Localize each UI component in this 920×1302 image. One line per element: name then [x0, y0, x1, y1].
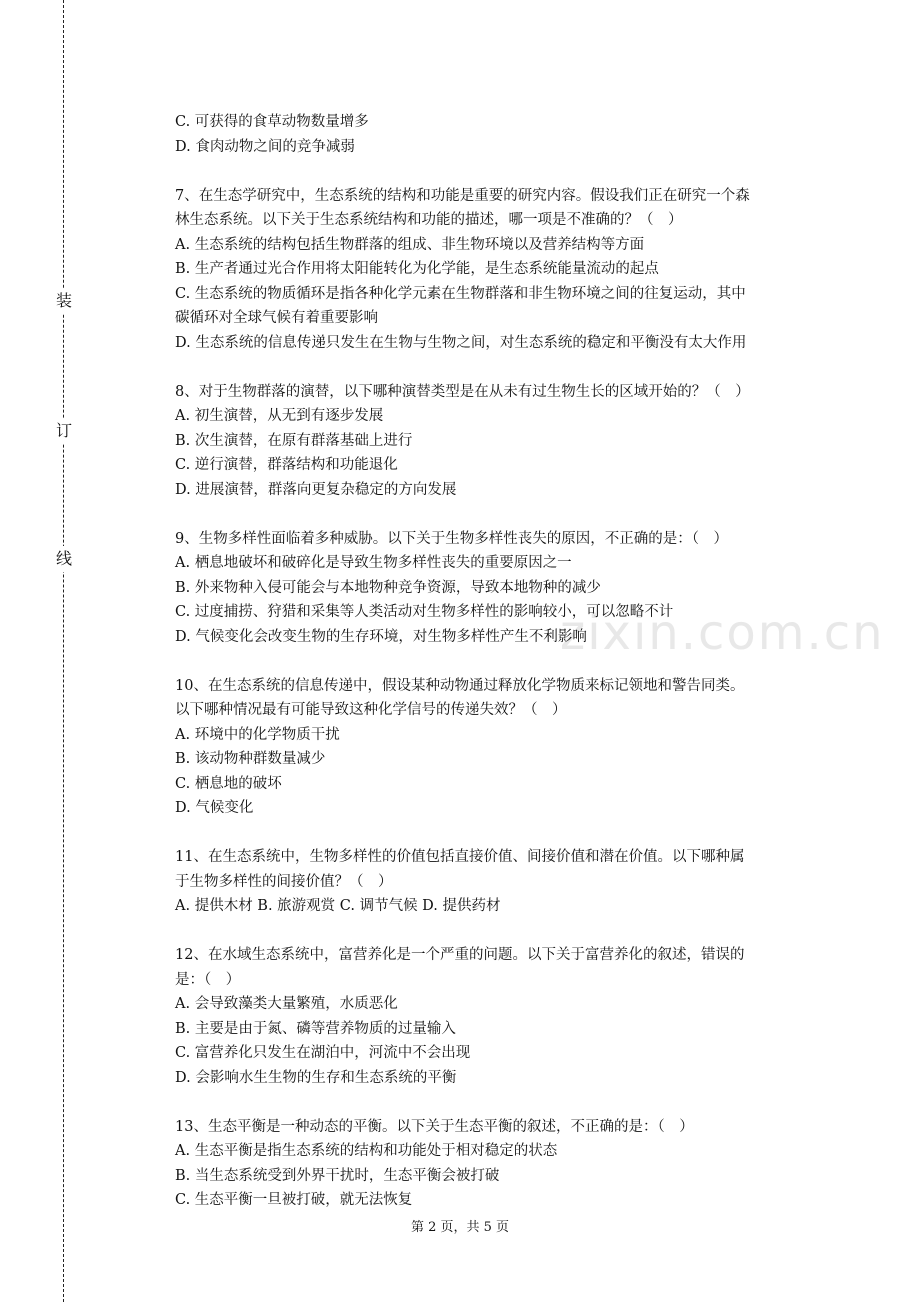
option-line: D. 进展演替，群落向更复杂稳定的方向发展: [175, 481, 457, 498]
option-line: A. 初生演替，从无到有逐步发展: [175, 408, 384, 424]
question-8: [175, 380, 820, 503]
question-stem: 是：（ ）: [175, 971, 241, 988]
option-line: A. 提供木材 B. 旅游观赏 C. 调节气候 D. 提供药材: [175, 898, 501, 914]
option-line: C. 生态系统的物质循环是指各种化学元素在生物群落和非生物环境之间的往复运动，其中: [175, 285, 746, 302]
binding-char-ding: 订: [52, 418, 76, 444]
watermark: zixin.com.cn: [560, 605, 885, 661]
question-7: [175, 184, 820, 356]
carryover-options: [175, 110, 820, 159]
question-stem: 于生物多样性的间接价值？（ ）: [175, 873, 393, 890]
question-stem: 10、在生态系统的信息传递中，假设某种动物通过释放化学物质来标记领地和警告同类。: [175, 677, 745, 694]
option-line: D. 会影响水生生物的生存和生态系统的平衡: [175, 1069, 457, 1086]
binding-dashed-line: [63, 0, 64, 1302]
option-line: D. 生态系统的信息传递只发生在生物与生物之间，对生态系统的稳定和平衡没有太大作用: [175, 334, 747, 351]
option-line: A. 会导致藻类大量繁殖，水质恶化: [175, 996, 398, 1012]
question-stem: 13、生态平衡是一种动态的平衡。以下关于生态平衡的叙述，不正确的是：（ ）: [175, 1118, 694, 1135]
option-line: D. 气候变化会改变生物的生存环境，对生物多样性产生不利影响: [175, 628, 587, 645]
option-line: C. 可获得的食草动物数量增多: [175, 114, 369, 130]
question-stem: 9、生物多样性面临着多种威胁。以下关于生物多样性丧失的原因，不正确的是：（ ）: [175, 530, 728, 547]
question-11: [175, 845, 820, 919]
question-10: [175, 674, 820, 821]
question-12: [175, 943, 820, 1090]
option-line: B. 主要是由于氮、磷等营养物质的过量输入: [175, 1020, 456, 1037]
option-line: C. 栖息地的破坏: [175, 775, 282, 792]
option-line: D. 气候变化: [175, 800, 254, 816]
option-line: B. 外来物种入侵可能会与本地物种竞争资源，导致本地物种的减少: [175, 579, 601, 596]
option-line: C. 过度捕捞、狩猎和采集等人类活动对生物多样性的影响较小，可以忽略不计: [175, 604, 674, 620]
question-stem: 11、在生态系统中，生物多样性的价值包括直接价值、间接价值和潜在价值。以下哪种属: [175, 849, 745, 865]
option-line: B. 该动物种群数量减少: [175, 751, 326, 767]
option-line: D. 食肉动物之间的竞争减弱: [175, 138, 355, 155]
option-line: B. 当生态系统受到外界干扰时，生态平衡会被打破: [175, 1167, 500, 1184]
question-13: [175, 1115, 820, 1213]
option-line: C. 富营养化只发生在湖泊中，河流中不会出现: [175, 1045, 471, 1061]
question-stem: 林生态系统。以下关于生态系统结构和功能的描述，哪一项是不准确的？（ ）: [175, 212, 683, 228]
option-line: B. 次生演替，在原有群落基础上进行: [175, 432, 413, 449]
question-stem: 8、对于生物群落的演替，以下哪种演替类型是在从未有过生物生长的区域开始的？（ ）: [175, 383, 750, 400]
option-line: A. 生态平衡是指生态系统的结构和功能处于相对稳定的状态: [175, 1143, 558, 1159]
option-line: A. 生态系统的结构包括生物群落的组成、非生物环境以及营养结构等方面: [175, 236, 645, 253]
option-line: C. 生态平衡一旦被打破，就无法恢复: [175, 1192, 413, 1208]
option-line: 碳循环对全球气候有着重要影响: [175, 310, 378, 326]
question-stem: 7、在生态学研究中，生态系统的结构和功能是重要的研究内容。假设我们正在研究一个森: [175, 187, 750, 204]
question-stem: 12、在水域生态系统中，富营养化是一个严重的问题。以下关于富营养化的叙述，错误的: [175, 947, 745, 963]
question-stem: 以下哪种情况最有可能导致这种化学信号的传递失效？（ ）: [175, 702, 567, 718]
question-9: [175, 527, 820, 650]
option-line: A. 环境中的化学物质干扰: [175, 726, 340, 743]
binding-char-xian: 线: [52, 546, 76, 572]
page-number-footer: 第 2 页，共 5 页: [410, 1220, 510, 1235]
option-line: A. 栖息地破坏和破碎化是导致生物多样性丧失的重要原因之一: [175, 555, 572, 571]
option-line: C. 逆行演替，群落结构和功能退化: [175, 457, 398, 473]
option-line: B. 生产者通过光合作用将太阳能转化为化学能，是生态系统能量流动的起点: [175, 261, 659, 277]
question-content: [175, 110, 820, 1213]
binding-char-zhuang: 装: [52, 288, 76, 314]
